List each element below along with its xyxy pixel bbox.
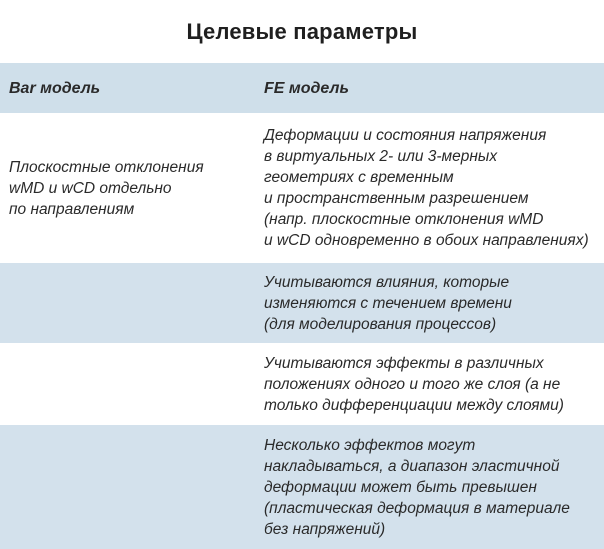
row-3-bar-cell <box>0 343 258 425</box>
table-row <box>0 263 604 343</box>
header-fe-model: FE модель <box>264 79 349 97</box>
table-row <box>0 343 604 425</box>
table-row <box>0 425 604 549</box>
row-4-fe-cell: Несколько эффектов могут накладываться, а диапазон эластичной деформации может быть превышен (пластическая деформация в материале без напряжений) <box>264 436 570 538</box>
row-1-fe-cell: Деформации и состояния напряжения в виртуальных 2- или 3-мерных геометриях с временным и пространственным разрешением (напр. плоскостные отклонения wMD и wCD одновременно в обоих направлениях) <box>264 127 589 249</box>
table-header-row <box>0 63 604 113</box>
parameters-table <box>0 63 604 549</box>
title-band <box>0 0 604 63</box>
row-2-bar-cell <box>0 263 258 343</box>
header-bar-model: Bar модель <box>9 79 101 97</box>
row-2-fe-cell: Учитываются влияния, которые изменяются с течением времени (для моделирования процессов) <box>264 273 512 333</box>
row-3-fe-cell: Учитываются эффекты в различных положениях одного и того же слоя (а не только дифференциации между слоями) <box>264 354 564 414</box>
table-row <box>0 113 604 263</box>
row-1-bar-cell: Плоскостные отклонения wMD и wCD отдельно по направлениям <box>9 158 204 218</box>
row-4-bar-cell <box>0 425 258 549</box>
page-title: Целевые параметры <box>186 18 418 44</box>
